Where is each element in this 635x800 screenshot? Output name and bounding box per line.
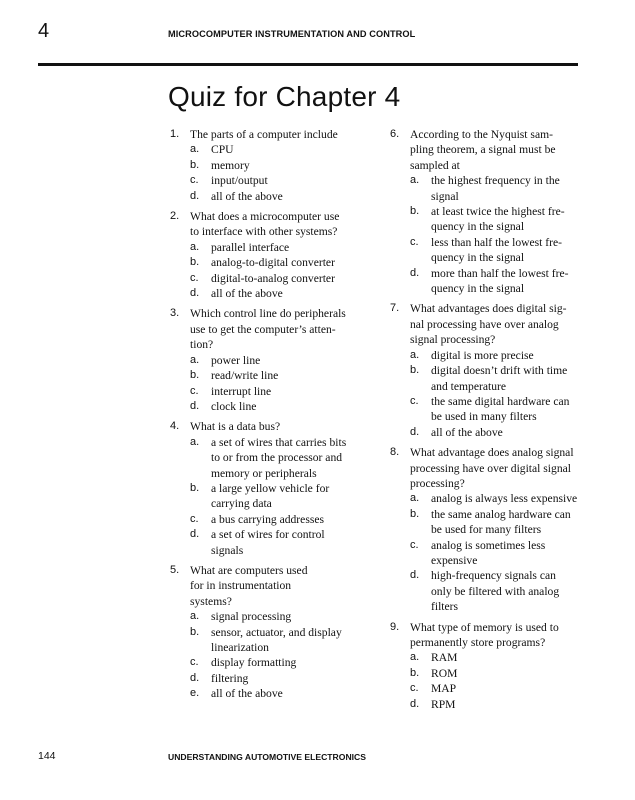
question-text-line: Which control line do peripherals bbox=[190, 307, 346, 321]
question-number: 8. bbox=[390, 446, 400, 459]
option-text-line: parallel interface bbox=[211, 240, 290, 254]
question-text-line: According to the Nyquist sam- bbox=[410, 128, 553, 141]
option-text bbox=[211, 512, 370, 527]
option-text-line: sensor, actuator, and display bbox=[211, 625, 342, 639]
option-text-line: clock line bbox=[211, 399, 257, 413]
option-letter: a. bbox=[410, 492, 420, 505]
answer-option bbox=[170, 353, 370, 368]
header-rule bbox=[38, 63, 578, 66]
option-text bbox=[431, 363, 586, 394]
running-header: MICROCOMPUTER INSTRUMENTATION AND CONTROL bbox=[168, 29, 416, 39]
option-text-line: signal processing bbox=[211, 610, 292, 624]
quiz-question bbox=[170, 209, 370, 301]
option-text bbox=[211, 255, 370, 270]
option-letter: c. bbox=[410, 682, 419, 695]
option-text-line: the same digital hardware can bbox=[431, 394, 570, 408]
option-text bbox=[211, 173, 370, 188]
option-letter: c. bbox=[190, 271, 199, 284]
option-text bbox=[431, 568, 586, 614]
option-text-line: all of the above bbox=[431, 425, 503, 439]
question-text-line: systems? bbox=[190, 594, 232, 608]
option-text bbox=[431, 394, 586, 425]
answer-option bbox=[390, 235, 586, 266]
answer-option bbox=[390, 348, 586, 363]
answer-option bbox=[390, 666, 586, 681]
option-letter: b. bbox=[190, 369, 200, 382]
question-stem bbox=[170, 306, 370, 352]
option-letter: b. bbox=[410, 205, 420, 218]
question-text-line: What does a microcomputer use bbox=[190, 210, 340, 224]
answer-option bbox=[170, 686, 370, 701]
option-text bbox=[431, 348, 586, 363]
option-letter: a. bbox=[190, 435, 200, 448]
answer-option bbox=[390, 266, 586, 297]
option-text-line: analog-to-digital converter bbox=[211, 256, 335, 270]
quiz-question bbox=[390, 301, 586, 440]
option-text bbox=[431, 173, 586, 204]
option-text-line: filtering bbox=[211, 671, 249, 685]
option-letter: b. bbox=[410, 666, 420, 679]
question-text-line: processing have over digital signal bbox=[410, 461, 571, 475]
option-text bbox=[211, 481, 370, 512]
question-number: 3. bbox=[170, 307, 180, 320]
option-text bbox=[211, 368, 370, 383]
option-text-line: the highest frequency in the bbox=[431, 174, 560, 188]
option-text-line: a set of wires for control bbox=[211, 528, 325, 542]
option-text-line: be used for many filters bbox=[431, 523, 542, 537]
question-text bbox=[190, 209, 370, 240]
answer-option bbox=[170, 527, 370, 558]
quiz-question bbox=[170, 419, 370, 558]
question-text-line: sampled at bbox=[410, 158, 460, 172]
option-text-line: digital is more precise bbox=[431, 348, 534, 362]
questions-left-column bbox=[170, 127, 370, 707]
question-stem bbox=[390, 445, 586, 491]
option-letter: b. bbox=[410, 507, 420, 520]
answer-option bbox=[390, 507, 586, 538]
questions-right-column bbox=[390, 127, 586, 717]
option-text bbox=[431, 507, 586, 538]
question-text bbox=[410, 620, 586, 651]
question-text bbox=[190, 563, 370, 609]
option-letter: d. bbox=[410, 569, 420, 582]
option-text bbox=[431, 697, 586, 712]
option-text-line: power line bbox=[211, 353, 261, 367]
answer-option bbox=[170, 512, 370, 527]
option-letter: c. bbox=[410, 394, 419, 407]
option-text-line: display formatting bbox=[211, 656, 297, 670]
question-text-line: for in instrumentation bbox=[190, 579, 292, 593]
question-text bbox=[190, 127, 370, 142]
option-text bbox=[211, 240, 370, 255]
option-text-line: all of the above bbox=[211, 687, 283, 701]
question-text-line: What type of memory is used to bbox=[410, 620, 559, 634]
answer-option bbox=[170, 240, 370, 255]
option-letter: a. bbox=[190, 240, 200, 253]
question-text-line: signal processing? bbox=[410, 333, 496, 347]
option-text bbox=[211, 189, 370, 204]
question-text-line: What advantage does analog signal bbox=[410, 446, 574, 460]
option-text-line: RAM bbox=[431, 651, 458, 665]
option-letter: b. bbox=[190, 481, 200, 494]
option-text-line: analog is sometimes less bbox=[431, 538, 546, 552]
answer-option bbox=[390, 697, 586, 712]
answer-option bbox=[170, 481, 370, 512]
option-text bbox=[211, 142, 370, 157]
option-text-line: carrying data bbox=[211, 497, 272, 511]
option-text-line: all of the above bbox=[211, 287, 283, 301]
quiz-question bbox=[170, 563, 370, 702]
option-letter: c. bbox=[190, 656, 199, 669]
answer-option bbox=[170, 286, 370, 301]
option-letter: d. bbox=[190, 189, 200, 202]
option-text-line: high-frequency signals can bbox=[431, 569, 556, 583]
option-letter: c. bbox=[190, 174, 199, 187]
answer-option bbox=[170, 435, 370, 481]
option-letter: d. bbox=[190, 399, 200, 412]
question-number: 4. bbox=[170, 420, 180, 433]
option-text bbox=[431, 425, 586, 440]
option-text bbox=[431, 266, 586, 297]
answer-option bbox=[390, 173, 586, 204]
option-letter: a. bbox=[410, 348, 420, 361]
option-letter: a. bbox=[190, 143, 200, 156]
question-text bbox=[410, 445, 586, 491]
question-text-line: What is a data bus? bbox=[190, 420, 281, 434]
option-text bbox=[211, 271, 370, 286]
option-letter: d. bbox=[410, 425, 420, 438]
question-stem bbox=[390, 301, 586, 347]
option-text bbox=[211, 435, 370, 481]
option-letter: a. bbox=[410, 651, 420, 664]
question-text bbox=[190, 419, 370, 434]
answer-option bbox=[390, 491, 586, 506]
question-stem bbox=[170, 419, 370, 434]
answer-option bbox=[390, 425, 586, 440]
page-number: 144 bbox=[38, 750, 56, 762]
option-text bbox=[211, 286, 370, 301]
option-letter: d. bbox=[410, 266, 420, 279]
answer-option bbox=[390, 538, 586, 569]
quiz-question bbox=[170, 127, 370, 204]
option-text-line: input/output bbox=[211, 174, 268, 188]
option-text-line: quency in the signal bbox=[431, 220, 525, 234]
answer-option bbox=[170, 255, 370, 270]
question-text bbox=[190, 306, 370, 352]
option-text-line: interrupt line bbox=[211, 384, 272, 398]
option-letter: e. bbox=[190, 687, 200, 700]
answer-option bbox=[390, 394, 586, 425]
question-number: 5. bbox=[170, 563, 180, 576]
option-letter: c. bbox=[190, 384, 199, 397]
answer-option bbox=[390, 681, 586, 696]
question-text-line: pling theorem, a signal must be bbox=[410, 143, 556, 157]
option-text bbox=[431, 235, 586, 266]
option-text bbox=[211, 625, 370, 656]
answer-option bbox=[170, 189, 370, 204]
question-stem bbox=[390, 127, 586, 173]
option-letter: c. bbox=[410, 235, 419, 248]
option-text-line: MAP bbox=[431, 682, 457, 696]
option-text-line: less than half the lowest fre- bbox=[431, 235, 563, 249]
answer-option bbox=[170, 158, 370, 173]
option-text bbox=[211, 671, 370, 686]
option-text-line: a bus carrying addresses bbox=[211, 512, 324, 526]
answer-option bbox=[170, 384, 370, 399]
answer-option bbox=[390, 204, 586, 235]
option-text-line: memory bbox=[211, 158, 250, 172]
option-text bbox=[211, 353, 370, 368]
answer-option bbox=[170, 271, 370, 286]
option-letter: a. bbox=[410, 174, 420, 187]
question-stem bbox=[170, 563, 370, 609]
answer-option bbox=[170, 625, 370, 656]
option-text bbox=[431, 204, 586, 235]
option-text-line: expensive bbox=[431, 553, 478, 567]
option-text-line: digital doesn’t drift with time bbox=[431, 364, 568, 378]
option-text bbox=[211, 527, 370, 558]
answer-option bbox=[170, 655, 370, 670]
answer-option bbox=[170, 368, 370, 383]
answer-option bbox=[390, 650, 586, 665]
option-text-line: linearization bbox=[211, 641, 269, 654]
option-text bbox=[211, 686, 370, 701]
option-text-line: all of the above bbox=[211, 189, 283, 203]
question-number: 6. bbox=[390, 128, 400, 140]
option-text-line: a large yellow vehicle for bbox=[211, 481, 330, 495]
question-text-line: to interface with other systems? bbox=[190, 225, 338, 239]
option-text-line: at least twice the highest fre- bbox=[431, 205, 565, 219]
option-text-line: memory or peripherals bbox=[211, 466, 317, 480]
option-text-line: a set of wires that carries bits bbox=[211, 435, 347, 449]
option-text bbox=[211, 655, 370, 670]
question-number: 1. bbox=[170, 128, 180, 140]
option-letter: b. bbox=[410, 364, 420, 377]
option-text bbox=[211, 609, 370, 624]
quiz-question bbox=[390, 620, 586, 712]
answer-option bbox=[170, 142, 370, 157]
option-text-line: only be filtered with analog bbox=[431, 584, 560, 598]
quiz-question bbox=[170, 306, 370, 414]
option-text-line: analog is always less expensive bbox=[431, 492, 578, 506]
option-letter: b. bbox=[190, 625, 200, 638]
question-text-line: use to get the computer’s atten- bbox=[190, 322, 336, 336]
option-text-line: signal bbox=[431, 189, 459, 203]
question-text-line: nal processing have over analog bbox=[410, 317, 559, 331]
question-number: 7. bbox=[390, 302, 400, 315]
option-text-line: signals bbox=[211, 543, 244, 557]
option-letter: d. bbox=[190, 287, 200, 300]
option-text-line: ROM bbox=[431, 666, 458, 680]
chapter-number: 4 bbox=[38, 20, 50, 42]
option-text bbox=[431, 681, 586, 696]
question-number: 9. bbox=[390, 620, 400, 633]
option-text bbox=[211, 384, 370, 399]
option-text bbox=[431, 666, 586, 681]
question-text bbox=[410, 301, 586, 347]
option-text-line: be used in many filters bbox=[431, 410, 537, 424]
option-text-line: the same analog hardware can bbox=[431, 507, 571, 521]
question-text-line: tion? bbox=[190, 338, 214, 352]
question-text-line: processing? bbox=[410, 476, 465, 490]
question-stem bbox=[170, 127, 370, 142]
option-text-line: quency in the signal bbox=[431, 282, 525, 296]
option-text-line: more than half the lowest fre- bbox=[431, 266, 569, 280]
option-text-line: and temperature bbox=[431, 379, 506, 393]
question-stem bbox=[170, 209, 370, 240]
option-text-line: quency in the signal bbox=[431, 251, 525, 265]
option-letter: d. bbox=[190, 671, 200, 684]
option-text bbox=[431, 538, 586, 569]
answer-option bbox=[170, 399, 370, 414]
question-stem bbox=[390, 620, 586, 651]
option-letter: a. bbox=[190, 353, 200, 366]
option-text-line: RPM bbox=[431, 697, 456, 711]
question-text bbox=[410, 127, 586, 173]
answer-option bbox=[170, 671, 370, 686]
question-text-line: The parts of a computer include bbox=[190, 128, 338, 141]
answer-option bbox=[390, 568, 586, 614]
option-text-line: CPU bbox=[211, 143, 234, 157]
quiz-question bbox=[390, 127, 586, 296]
running-footer: UNDERSTANDING AUTOMOTIVE ELECTRONICS bbox=[168, 752, 366, 762]
option-text bbox=[431, 650, 586, 665]
answer-option bbox=[390, 363, 586, 394]
option-letter: b. bbox=[190, 256, 200, 269]
option-letter: a. bbox=[190, 610, 200, 623]
question-number: 2. bbox=[170, 210, 180, 223]
option-text bbox=[211, 399, 370, 414]
question-text-line: What are computers used bbox=[190, 563, 308, 577]
option-letter: c. bbox=[190, 512, 199, 525]
option-text bbox=[211, 158, 370, 173]
option-text-line: filters bbox=[431, 600, 459, 614]
question-text-line: What advantages does digital sig- bbox=[410, 302, 567, 316]
answer-option bbox=[170, 609, 370, 624]
option-letter: b. bbox=[190, 158, 200, 171]
option-letter: d. bbox=[410, 697, 420, 710]
option-text bbox=[431, 491, 586, 506]
option-text-line: to or from the processor and bbox=[211, 451, 343, 465]
option-text-line: digital-to-analog converter bbox=[211, 271, 335, 285]
option-letter: d. bbox=[190, 528, 200, 541]
quiz-question bbox=[390, 445, 586, 614]
answer-option bbox=[170, 173, 370, 188]
option-text-line: read/write line bbox=[211, 369, 279, 383]
question-text-line: permanently store programs? bbox=[410, 636, 546, 649]
option-letter: c. bbox=[410, 538, 419, 551]
page-title: Quiz for Chapter 4 bbox=[168, 81, 401, 112]
